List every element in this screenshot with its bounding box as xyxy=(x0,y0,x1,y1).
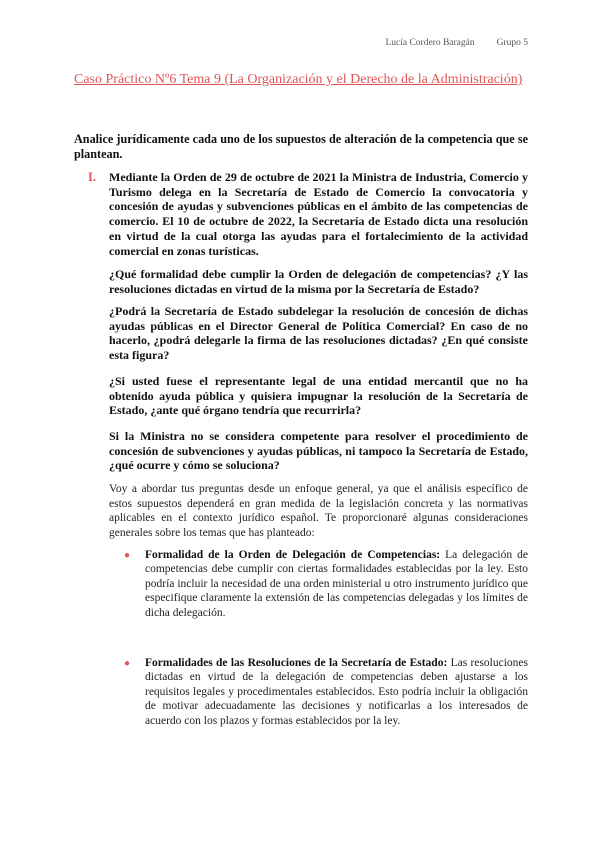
question-4: Si la Ministra no se considera competente para resolver el procedimiento de concesión de subvenciones y ayudas públicas, ni tampoco la Secretaría de Estado, ¿qué ocurre y cómo se soluciona? xyxy=(109,429,528,473)
question-2: ¿Podrá la Secretaría de Estado subdelegar la resolución de concesión de dichas ayudas públicas en el Director General de Política Comercial? En caso de no hacerlo, ¿podrá delegarle la firma de las resoluciones dictadas? ¿En qué consiste esta figura? xyxy=(109,304,528,362)
instructions: Analice jurídicamente cada uno de los supuestos de alteración de la competencia que se plantean. xyxy=(74,132,528,161)
bullet-body: La delegación de competencias debe cumplir con ciertas formalidades establecidas por la ley. Esto podría incluir la necesidad de una orden ministerial u otro instrumento jurídico que especifique claramente la extensión de las competencias delegadas y los límites de dicha delegación. xyxy=(145,549,528,619)
question-1: ¿Qué formalidad debe cumplir la Orden de delegación de competencias? ¿Y las resoluciones dictadas en virtud de la misma por la Secretaría de Estado? xyxy=(109,267,528,296)
case-text: Mediante la Orden de 29 de octubre de 2021 la Ministra de Industria, Comercio y Turismo delega en la Secretaría de Estado de Comercio la convocatoria y concesión de ayudas y subvenciones públicas en el ámbito de las competencias de comercio. El 10 de octubre de 2022, la Secretaría de Estado dicta una resolución en virtud de la cual otorga las ayudas para el fortalecimiento de la actividad comercial en zonas turísticas. xyxy=(109,170,528,258)
question-3: ¿Si usted fuese el representante legal de una entidad mercantil que no ha obtenido ayuda pública y quisiera impugnar la resolución de la Secretaría de Estado, ¿ante qué órgano tendría que recurrirla? xyxy=(109,374,528,418)
bullet-text xyxy=(145,656,528,728)
bullet-heading: Formalidades de las Resoluciones de la Secretaría de Estado: xyxy=(145,657,448,669)
bullet-text xyxy=(145,548,528,620)
group-label: Grupo 5 xyxy=(496,38,528,48)
author-name: Lucía Cordero Baragán xyxy=(385,38,475,48)
bullet-body: Las resoluciones dictadas en virtud de la delegación de competencias deben ajustarse a los requisitos legales y procedimentales establecidos. Esto podría incluir la obligación de motivar adecuadamente las decisiones y notificarlas a los interesados de acuerdo con los plazos y formas establecidos por la ley. xyxy=(145,657,528,727)
case-number: I. xyxy=(88,170,96,184)
page-header xyxy=(385,38,528,48)
document-title: Caso Práctico Nº6 Tema 9 (La Organización y el Derecho de la Administración) xyxy=(74,72,523,87)
bullet-item xyxy=(124,656,528,728)
bullet-dot-icon: ● xyxy=(124,550,131,561)
bullet-dot-icon: ● xyxy=(124,658,131,669)
case-statement xyxy=(88,170,528,258)
bullet-item xyxy=(124,548,528,620)
answer-intro: Voy a abordar tus preguntas desde un enfoque general, ya que el análisis específico de estos supuestos dependerá en gran medida de la legislación concreta y las normativas aplicables en el contexto jurídico español. Te proporcionaré algunas consideraciones generales sobre los temas que has planteado: xyxy=(109,483,528,539)
bullet-heading: Formalidad de la Orden de Delegación de Competencias: xyxy=(145,549,441,561)
